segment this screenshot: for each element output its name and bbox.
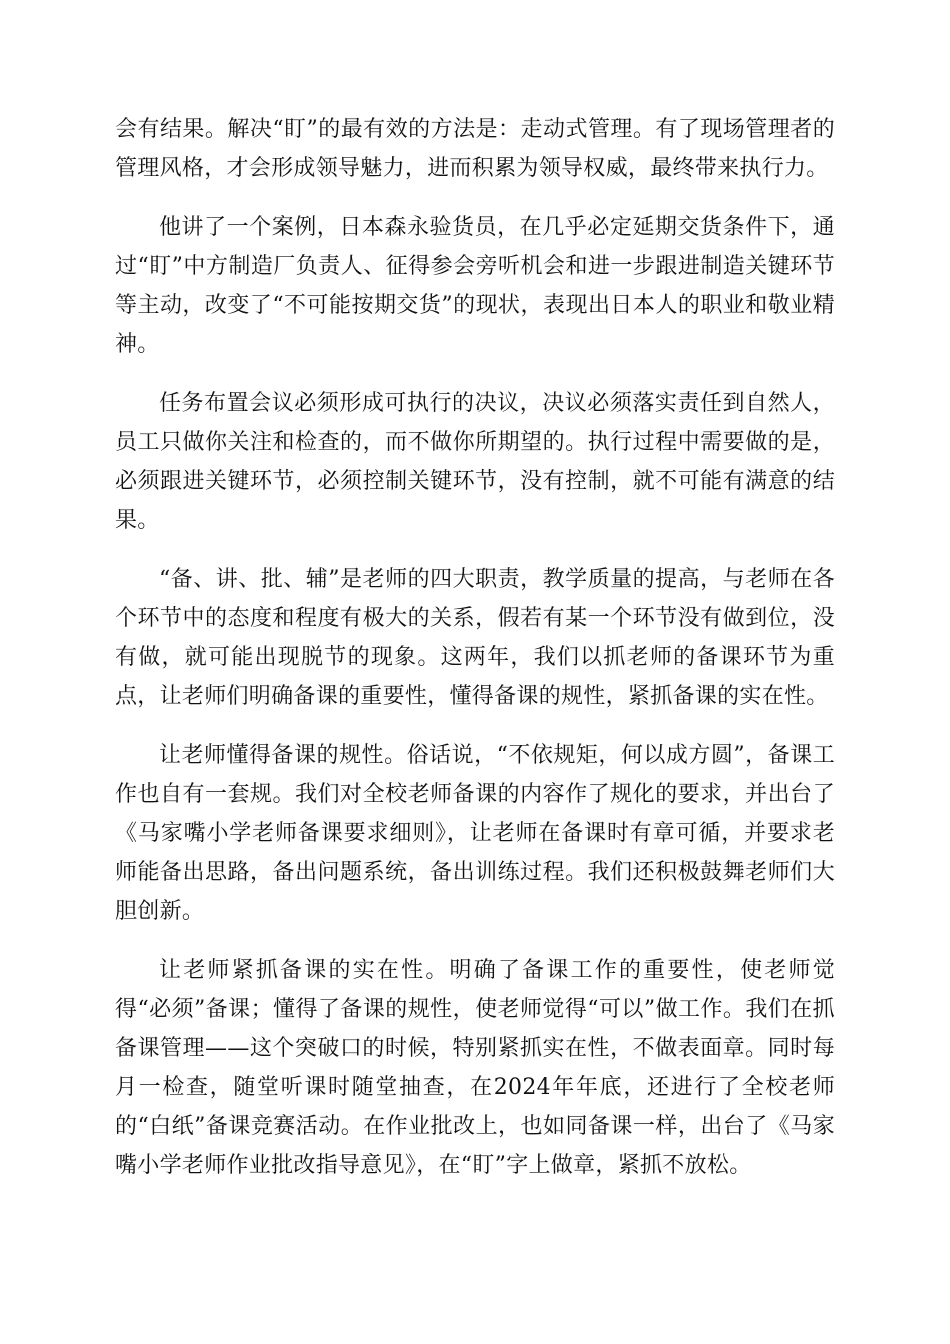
paragraph-6: 让老师紧抓备课的实在性。明确了备课工作的重要性，使老师觉得“必须”备课；懂得了备课的规性，使老师觉得“可以”做工作。我们在抓备课管理——这个突破口的时候，特别紧抓实在性，不做表面章。同时每月一检查，随堂听课时随堂抽查，在2024年年底，还进行了全校老师的“白纸”备课竞赛活动。在作业批改上，也如同备课一样，出台了《马家嘴小学老师作业批改指导意见》，在“盯”字上做章，紧抓不放松。 — [115, 958, 835, 1178]
paragraph-4: “备、讲、批、辅”是老师的四大职责，教学质量的提高，与老师在各个环节中的态度和程度有极大的关系，假若有某一个环节没有做到位，没有做，就可能出现脱节的现象。这两年，我们以抓老师的备课环节为重点，让老师们明确备课的重要性，懂得备课的规性，紧抓备课的实在性。 — [115, 567, 835, 709]
paragraph-1: 会有结果。解决“盯”的最有效的方法是：走动式管理。有了现场管理者的管理风格，才会形成领导魅力，进而积累为领导权威，最终带来执行力。 — [115, 117, 835, 181]
paragraph-5: 让老师懂得备课的规性。俗话说，“不依规矩，何以成方圆”，备课工作也自有一套规。我们对全校老师备课的内容作了规化的要求，并出台了《马家嘴小学老师备课要求细则》，让老师在备课时有章可循，并要求老师能备出思路，备出问题系统，备出训练过程。我们还积极鼓舞老师们大胆创新。 — [115, 743, 835, 924]
document-body — [115, 110, 835, 1205]
paragraph-2: 他讲了一个案例，日本森永验货员，在几乎必定延期交货条件下，通过“盯”中方制造厂负责人、征得参会旁听机会和进一步跟进制造关键环节等主动，改变了“不可能按期交货”的现状，表现出日本人的职业和敬业精神。 — [115, 215, 835, 357]
paragraph-3: 任务布置会议必须形成可执行的决议，决议必须落实责任到自然人，员工只做你关注和检查的，而不做你所期望的。执行过程中需要做的是，必须跟进关键环节，必须控制关键环节，没有控制，就不可能有满意的结果。 — [115, 391, 835, 533]
